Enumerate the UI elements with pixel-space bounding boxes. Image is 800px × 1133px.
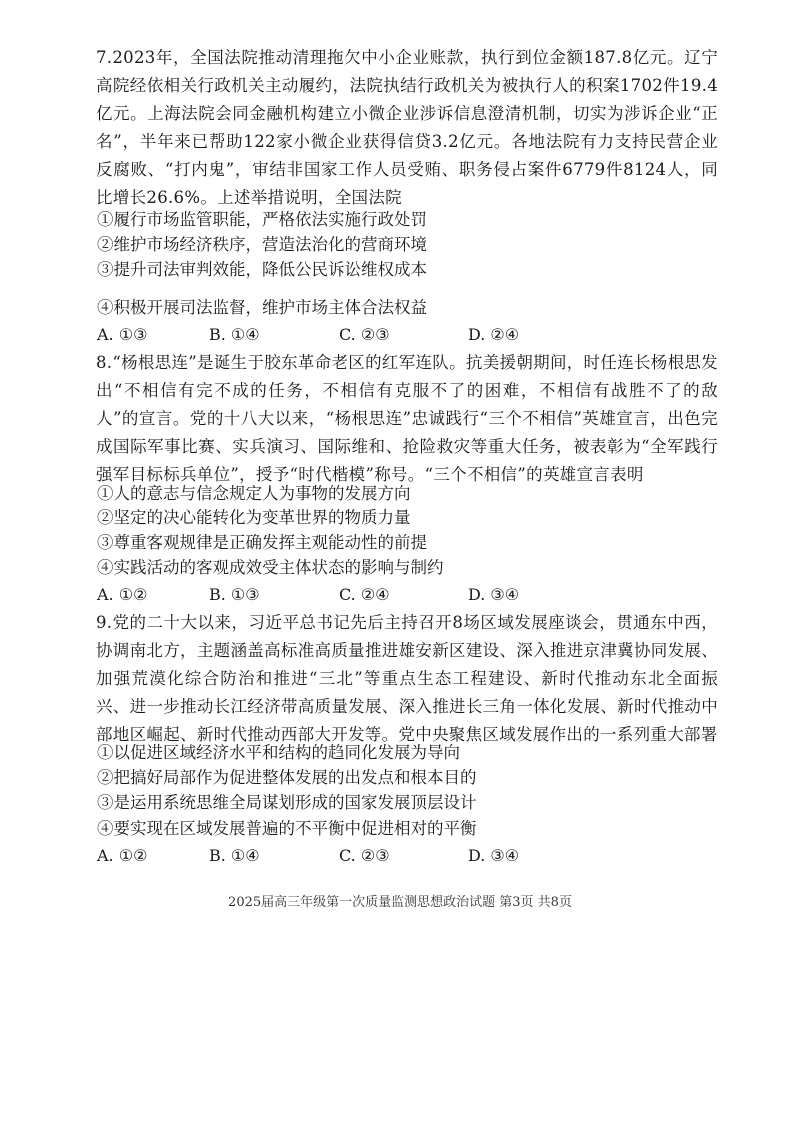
choice-a: A. ①② [97, 846, 148, 865]
question-9-option-3: ③是运用系统思维全局谋划形成的国家发展顶层设计 [97, 793, 477, 812]
question-7-option-2: ②维护市场经济秩序，营造法治化的营商环境 [97, 235, 427, 254]
question-8-option-2: ②坚定的决心能转化为变革世界的物质力量 [97, 508, 411, 527]
choice-d: D. ③④ [468, 846, 520, 865]
question-9-option-4: ④要实现在区域发展普遍的不平衡中促进相对的平衡 [97, 819, 477, 838]
choice-d: D. ③④ [468, 585, 520, 604]
choice-c: C. ②③ [339, 846, 390, 865]
choice-b: B. ①④ [209, 325, 260, 344]
choice-c: C. ②③ [339, 325, 390, 344]
question-8-option-1: ①人的意志与信念规定人为事物的发展方向 [97, 484, 411, 503]
question-7-stem [96, 44, 718, 212]
choice-a: A. ①③ [97, 325, 148, 344]
choice-c: C. ②④ [339, 585, 390, 604]
question-9-text: 9.党的二十大以来，习近平总书记先后主持召开8场区域发展座谈会，贯通东中西，协调南北方，主题涵盖高标准高质量推进雄安新区建设、深入推进京津冀协同发展、加强荒漠化综合防治和推进“三北”等重点生态工程建设、新时代推动东北全面振兴、进一步推动长江经济带高质量发展、深入推进长三角一体化发展、新时代推动中部地区崛起、新时代推动西部大开发等。党中央聚焦区域发展作出的一系列重大部署 [96, 613, 718, 744]
question-8-text: 8.“杨根思连”是诞生于胶东革命老区的红军连队。抗美援朝期间，时任连长杨根思发出“不相信有完不成的任务，不相信有克服不了的困难，不相信有战胜不了的敌人”的宣言。党的十八大以来，“杨根思连”忠诚践行“三个不相信”英雄宣言，出色完成国际军事比赛、实兵演习、国际维和、抢险救灾等重大任务，被表彰为“全军践行强军目标标兵单位”，授予“时代楷模”称号。“三个不相信”的英雄宣言表明 [96, 353, 718, 484]
question-9-option-1: ①以促进区域经济水平和结构的趋同化发展为导向 [97, 743, 460, 762]
choice-a: A. ①② [97, 585, 148, 604]
page-footer: 2025届高三年级第一次质量监测思想政治试题 第3页 共8页 [228, 895, 572, 910]
question-9-option-2: ②把搞好局部作为促进整体发展的出发点和根本目的 [97, 768, 477, 787]
question-8-stem [96, 349, 718, 489]
question-7-option-3: ③提升司法审判效能，降低公民诉讼维权成本 [97, 260, 427, 279]
question-8-option-4: ④实践活动的客观成效受主体状态的影响与制约 [97, 558, 444, 577]
question-7-option-4: ④积极开展司法监督，维护市场主体合法权益 [97, 298, 427, 317]
question-8-option-3: ③尊重客观规律是正确发挥主观能动性的前提 [97, 533, 427, 552]
question-9-stem [96, 609, 718, 749]
question-7-option-1: ①履行市场监管职能，严格依法实施行政处罚 [97, 210, 427, 229]
choice-b: B. ①③ [209, 585, 260, 604]
choice-d: D. ②④ [468, 325, 520, 344]
question-7-text: 7.2023年，全国法院推动清理拖欠中小企业账款，执行到位金额187.8亿元。辽宁高院经依相关行政机关主动履约，法院执结行政机关为被执行人的积案1702件19.4亿元。上海法院会同金融机构建立小微企业涉诉信息澄清机制，切实为涉诉企业“正名”，半年来已帮助122家小微企业获得信贷3.2亿元。各地法院有力支持民营企业反腐败、“打内鬼”，审结非国家工作人员受贿、职务侵占案件6779件8124人，同比增长26.6%。上述举措说明，全国法院 [96, 48, 718, 207]
choice-b: B. ①④ [209, 846, 260, 865]
